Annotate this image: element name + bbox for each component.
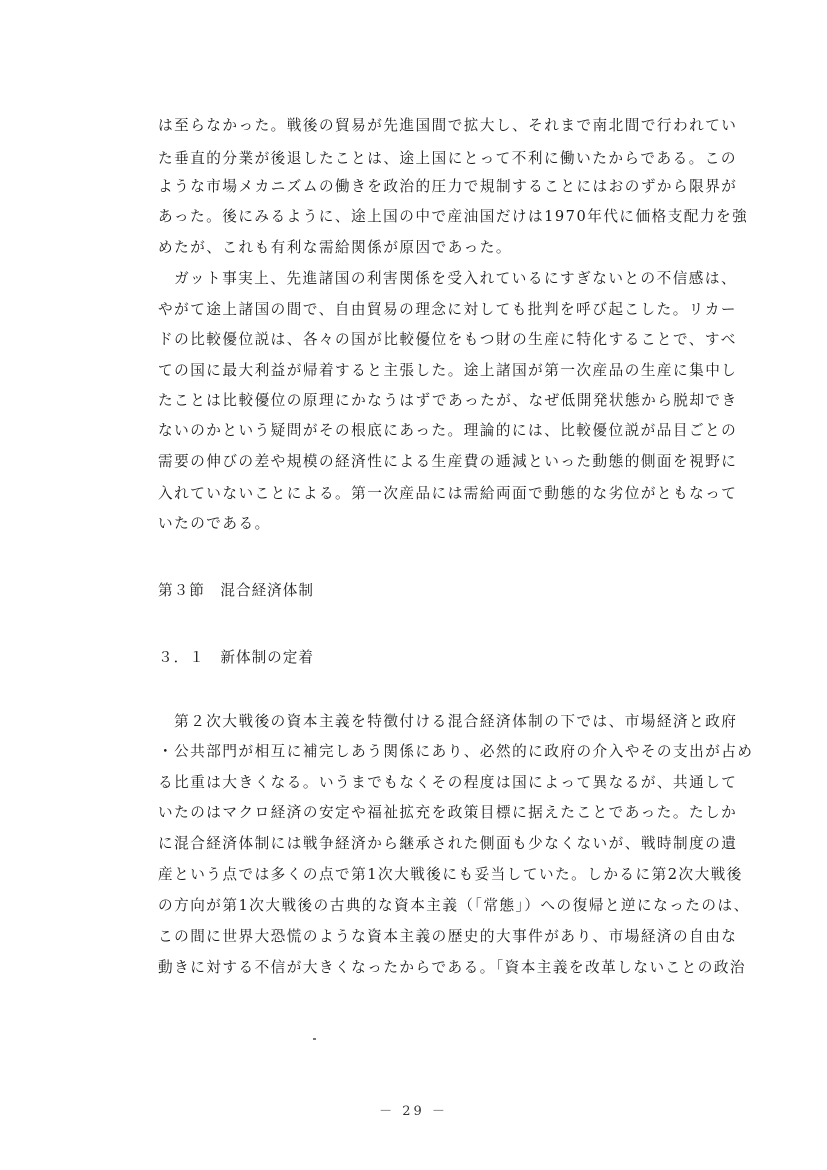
text-line: に混合経済体制には戦争経済から継承された側面も少なくないが、戦時制度の遺: [158, 835, 738, 852]
text-line: の方向が第1次大戦後の古典的な資本主義（「常態」）への復帰と逆になったのは、: [158, 897, 750, 914]
text-line: たことは比較優位の原理にかなうはずであったが、なぜ低開発状態から脱却でき: [158, 392, 738, 409]
text-line: 需要の伸びの差や規模の経済性による生産費の逓減といった動態的側面を視野に: [158, 453, 738, 470]
text-line: やがて途上諸国の間で、自由貿易の理念に対しても批判を呼び起こした。リカー: [158, 301, 737, 318]
text-line: ないのかという疑問がその根底にあった。理論的には、比較優位説が品目ごとの: [158, 422, 738, 439]
scan-speck: [313, 1038, 316, 1040]
subsection-heading: ３．１ 新体制の定着: [158, 649, 314, 666]
text-line: 動きに対する不信が大きくなったからである。「資本主義を改革しないことの政治: [158, 959, 747, 976]
text-line: ての国に最大利益が帰着すると主張した。途上諸国が第一次産品の生産に集中し: [158, 362, 738, 379]
text-line: あった。後にみるように、途上国の中で産油国だけは1970年代に価格支配力を強: [158, 208, 749, 225]
text-line: 産という点では多くの点で第1次大戦後にも妥当していた。しかるに第2次大戦後: [158, 866, 743, 883]
text-line: 入れていないことによる。第一次産品には需給両面で動態的な劣位がともなって: [158, 485, 738, 502]
text-line: めたが、これも有利な需給関係が原因であった。: [158, 239, 512, 256]
text-line: た垂直的分業が後退したことは、途上国にとって不利に働いたからである。この: [158, 150, 737, 167]
text-line: この間に世界大恐慌のような資本主義の歴史的大事件があり、市場経済の自由な: [158, 928, 738, 945]
text-line: ドの比較優位説は、各々の国が比較優位をもつ財の生産に特化することで、すべ: [158, 331, 737, 348]
text-line: いたのはマクロ経済の安定や福祉拡充を政策目標に据えたことであった。たしか: [158, 804, 738, 821]
text-line: る比重は大きくなる。いうまでもなくその程度は国によって異なるが、共通して: [158, 774, 738, 791]
text-line: ・公共部門が相互に補完しあう関係にあり、必然的に政府の介入やその支出が占め: [158, 743, 754, 760]
section-heading: 第３節 混合経済体制: [158, 582, 314, 599]
text-line: いたのである。: [158, 515, 271, 532]
text-line: は至らなかった。戦後の貿易が先進国間で拡大し、それまで南北間で行われてい: [158, 117, 738, 134]
page-number: － 29 －: [379, 1104, 448, 1119]
text-line: ガット事実上、先進諸国の利害関係を受入れているにすぎないとの不信感は、: [158, 270, 738, 287]
text-line: ような市場メカニズムの働きを政治的圧力で規制することにはおのずから限界が: [158, 178, 738, 195]
text-line: 第２次大戦後の資本主義を特徴付ける混合経済体制の下では、市場経済と政府: [158, 713, 738, 730]
